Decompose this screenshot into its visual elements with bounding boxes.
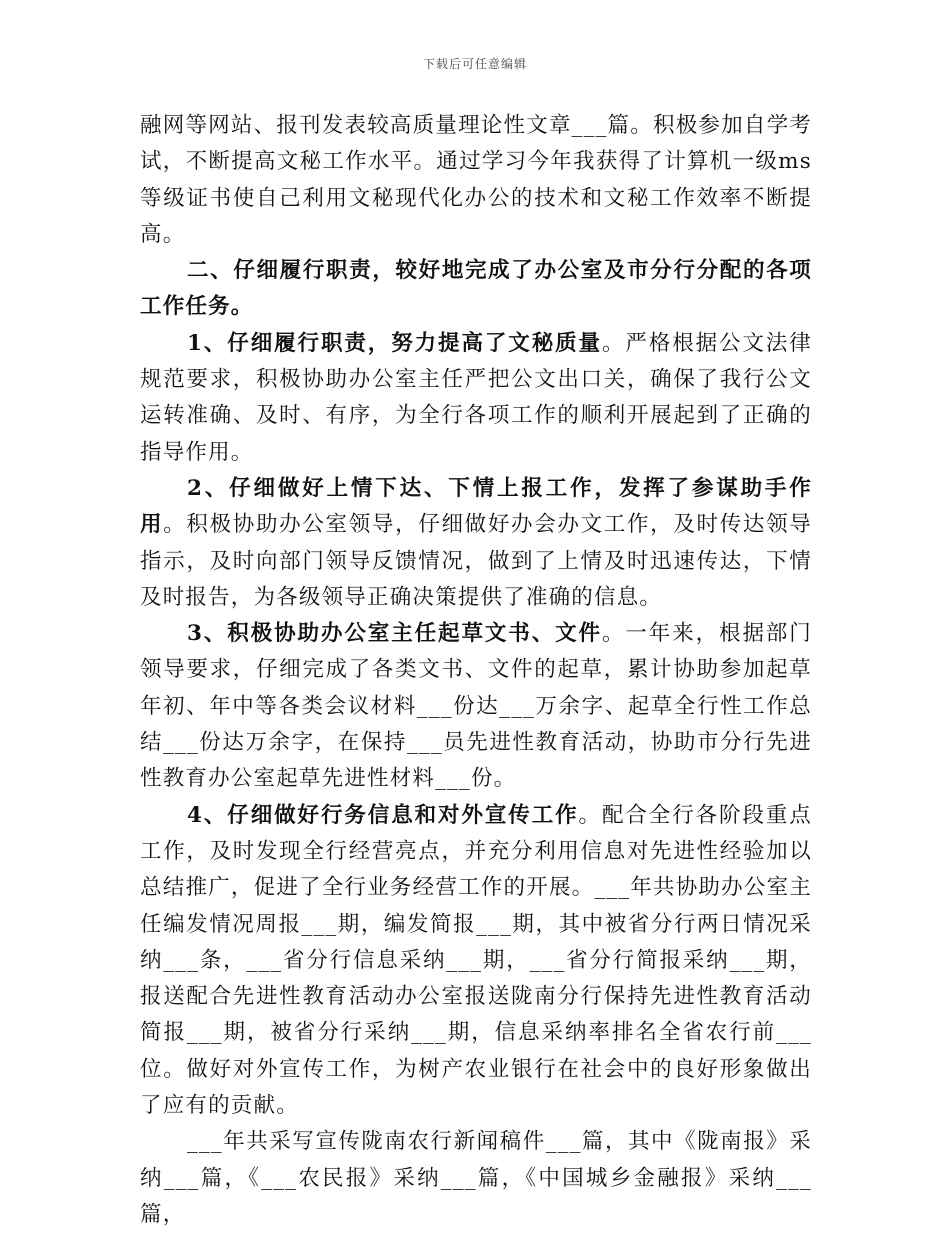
paragraph-text: 融网等网站、报刊发表较高质量理论性文章___篇。积极参加自学考试，不断提高文秘工作水平。通过学习今年我获得了计算机一级ms等级证书使自己利用文秘现代化办公的技术和文秘工作效率不断提高。 bbox=[140, 113, 812, 247]
paragraph-continuation bbox=[140, 108, 812, 253]
item-lead: 2、仔细做好上情下达、下情上报工作，发挥了参谋助手作用 bbox=[140, 475, 812, 538]
item-text: 。积极协助办公室领导，仔细做好办会办文工作，及时传达领导指示，及时向部门领导反馈情况，做到了上情及时迅速传达，下情及时报告，为各级领导正确决策提供了准确的信息。 bbox=[140, 512, 813, 610]
section-heading bbox=[140, 253, 812, 326]
page-header-note: 下载后可任意编辑 bbox=[422, 57, 527, 71]
document-body bbox=[140, 108, 812, 1233]
item-text: 。严格根据公文法律规范要求，积极协助办公室主任严把公文出口关，确保了我行公文运转准确、及时、有序，为全行各项工作的顺利开展起到了正确的指导作用。 bbox=[140, 330, 813, 465]
section-heading-text: 二、仔细履行职责，较好地完成了办公室及市分行分配的各项工作任务。 bbox=[140, 258, 812, 320]
item-lead: 1、仔细履行职责，努力提高了文秘质量 bbox=[187, 330, 602, 356]
item-lead: 3、积极协助办公室主任起草文书、文件 bbox=[187, 621, 602, 647]
paragraph-news bbox=[140, 1124, 812, 1233]
paragraph-item-3 bbox=[140, 616, 812, 797]
paragraph-item-1 bbox=[140, 326, 812, 471]
paragraph-item-4 bbox=[140, 798, 812, 1125]
paragraph-item-2 bbox=[140, 471, 812, 616]
item-text: 。一年来，根据部门领导要求，仔细完成了各类文书、文件的起草，累计协助参加起草年初、年中等各类会议材料___份达___万余字、起草全行性工作总结___份达万余字，在保持___员先进性教育活动，协助市分行先进性教育办公室起草先进性材料___份。 bbox=[140, 621, 813, 792]
item-text: 。配合全行各阶段重点工作，及时发现全行经营亮点，并充分利用信息对先进性经验加以总结推广，促进了全行业务经营工作的开展。___年共协助办公室主任编发情况周报___期，编发简报___期，其中被省分行两日情况采纳___条，___省分行信息采纳___期，___省分行简报采纳___期，报送配合先进性教育活动办公室报送陇南分行保持先进性教育活动简报___期，被省分行采纳___期，信息采纳率排名全省农行前___位。做好对外宣传工作，为树产农业银行在社会中的良好形象做出了应有的贡献。 bbox=[140, 802, 812, 1119]
paragraph-text: ___年共采写宣传陇南农行新闻稿件___篇，其中《陇南报》采纳___篇，《___农民报》采纳___篇，《中国城乡金融报》采纳___篇， bbox=[140, 1129, 812, 1227]
item-lead: 4、仔细做好行务信息和对外宣传工作 bbox=[187, 802, 579, 828]
